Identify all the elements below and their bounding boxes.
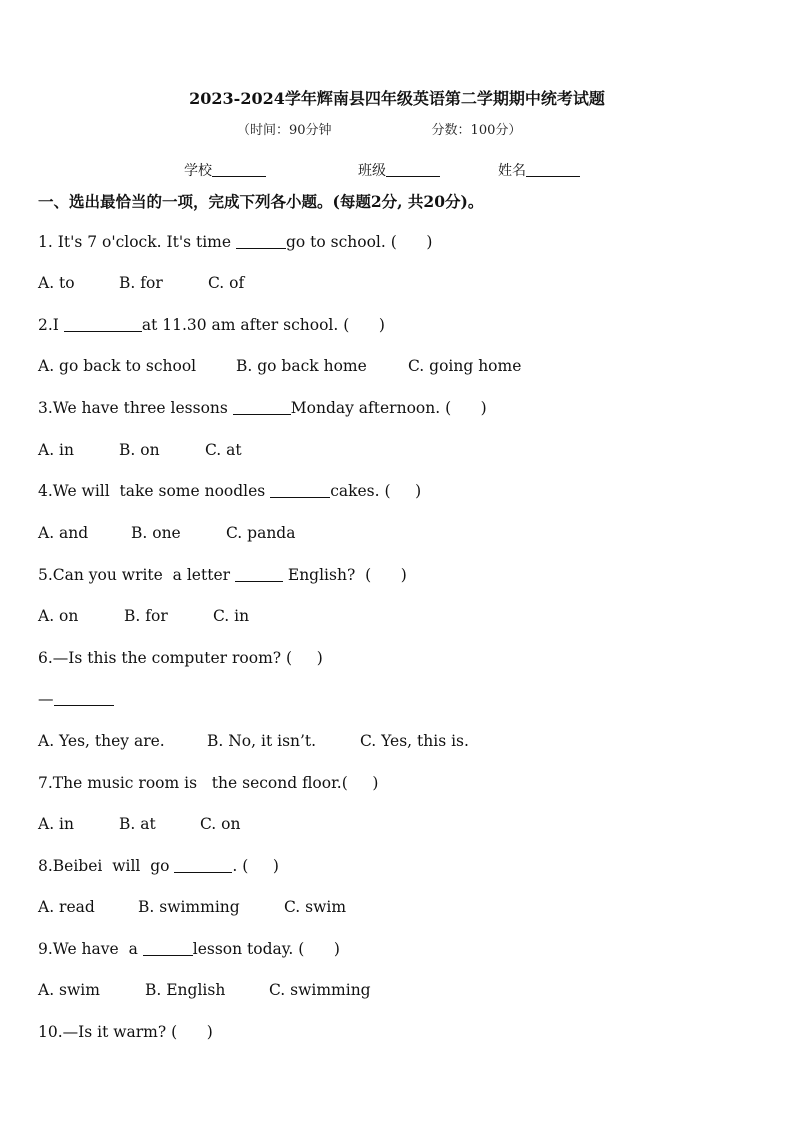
options-6 [38, 732, 469, 750]
page-title: 2023-2024学年辉南县四年级英语第二学期期中统考试题 [189, 89, 605, 108]
options-1 [38, 274, 244, 292]
option-b[interactable]: B. for [119, 274, 163, 292]
question-9 [38, 940, 340, 958]
school-field [184, 160, 266, 180]
question-5 [38, 566, 407, 584]
question-text: 1. It's 7 o'clock. It's time [38, 233, 236, 251]
options-8 [38, 898, 346, 916]
option-c[interactable]: C. in [213, 607, 250, 625]
option-c[interactable]: C. swimming [269, 981, 371, 999]
answer-blank[interactable] [270, 482, 330, 498]
option-b[interactable]: B. on [119, 441, 160, 459]
name-field [498, 160, 580, 180]
question-text: 9.We have a [38, 940, 143, 958]
time-limit: （时间：90分钟 [237, 123, 332, 138]
question-8 [38, 857, 279, 875]
question-text: 7.The music room is the second floor.( ) [38, 774, 379, 792]
option-a[interactable]: A. in [38, 815, 74, 833]
question-6-answer-line [38, 690, 114, 708]
option-c[interactable]: C. panda [226, 524, 296, 542]
option-a[interactable]: A. in [38, 441, 74, 459]
option-c[interactable]: C. on [200, 815, 241, 833]
question-text: cakes. ( ) [330, 482, 422, 500]
section-heading: 一、选出最恰当的一项，完成下列各小题。(每题2分, 共20分)。 [38, 192, 484, 211]
class-blank[interactable] [386, 162, 440, 177]
option-b[interactable]: B. one [131, 524, 181, 542]
question-7 [38, 774, 378, 792]
question-text: lesson today. ( ) [192, 940, 340, 958]
option-b[interactable]: B. at [119, 815, 156, 833]
class-field [358, 160, 440, 180]
option-c[interactable]: C. going home [408, 357, 522, 375]
question-text: 4.We will take some noodles [38, 482, 271, 500]
option-b[interactable]: B. swimming [138, 898, 240, 916]
question-6 [38, 649, 323, 667]
question-text: 2.I [38, 316, 64, 334]
question-text: 3.We have three lessons [38, 399, 233, 417]
answer-blank[interactable] [143, 940, 193, 956]
question-1 [38, 233, 432, 251]
name-label: 姓名 [498, 163, 526, 179]
options-3 [38, 441, 242, 459]
options-2 [38, 357, 521, 375]
school-label: 学校 [184, 163, 212, 179]
option-b[interactable]: B. English [145, 981, 226, 999]
name-blank[interactable] [526, 162, 580, 177]
option-a[interactable]: A. on [38, 607, 79, 625]
answer-blank[interactable] [235, 566, 283, 582]
question-text: 6.—Is this the computer room? ( ) [38, 649, 323, 667]
student-info [184, 160, 664, 180]
option-b[interactable]: B. for [124, 607, 168, 625]
question-text: go to school. ( ) [285, 233, 433, 251]
school-blank[interactable] [212, 162, 266, 177]
answer-blank[interactable] [236, 233, 286, 249]
option-a[interactable]: A. go back to school [38, 357, 197, 375]
option-a[interactable]: A. swim [38, 981, 100, 999]
options-5 [38, 607, 249, 625]
option-c[interactable]: C. at [205, 441, 242, 459]
option-a[interactable]: A. read [38, 898, 95, 916]
question-4 [38, 482, 421, 500]
option-b[interactable]: B. No, it isn’t. [207, 732, 317, 750]
question-text: . ( ) [232, 857, 279, 875]
option-c[interactable]: C. Yes, this is. [360, 732, 469, 750]
question-10 [38, 1023, 213, 1041]
question-text: 10.—Is it warm? ( ) [38, 1023, 213, 1041]
class-label: 班级 [358, 163, 386, 179]
answer-blank[interactable] [54, 690, 114, 706]
option-a[interactable]: A. Yes, they are. [38, 732, 165, 750]
answer-blank[interactable] [233, 399, 291, 415]
options-4 [38, 524, 295, 542]
option-a[interactable]: A. and [38, 524, 89, 542]
option-c[interactable]: C. swim [284, 898, 347, 916]
question-3 [38, 399, 487, 417]
options-9 [38, 981, 371, 999]
total-score: 分数：100分） [431, 123, 522, 138]
question-text: at 11.30 am after school. ( ) [141, 316, 385, 334]
option-a[interactable]: A. to [38, 274, 75, 292]
answer-blank[interactable] [64, 316, 142, 332]
dash: — [38, 690, 54, 708]
question-text: English? ( ) [282, 566, 407, 584]
question-text: 5.Can you write a letter [38, 566, 235, 584]
exam-meta [237, 119, 521, 138]
answer-blank[interactable] [174, 857, 232, 873]
question-text: 8.Beibei will go [38, 857, 175, 875]
question-2 [38, 316, 385, 334]
option-b[interactable]: B. go back home [236, 357, 367, 375]
options-7 [38, 815, 240, 833]
option-c[interactable]: C. of [208, 274, 245, 292]
question-text: Monday afternoon. ( ) [290, 399, 487, 417]
